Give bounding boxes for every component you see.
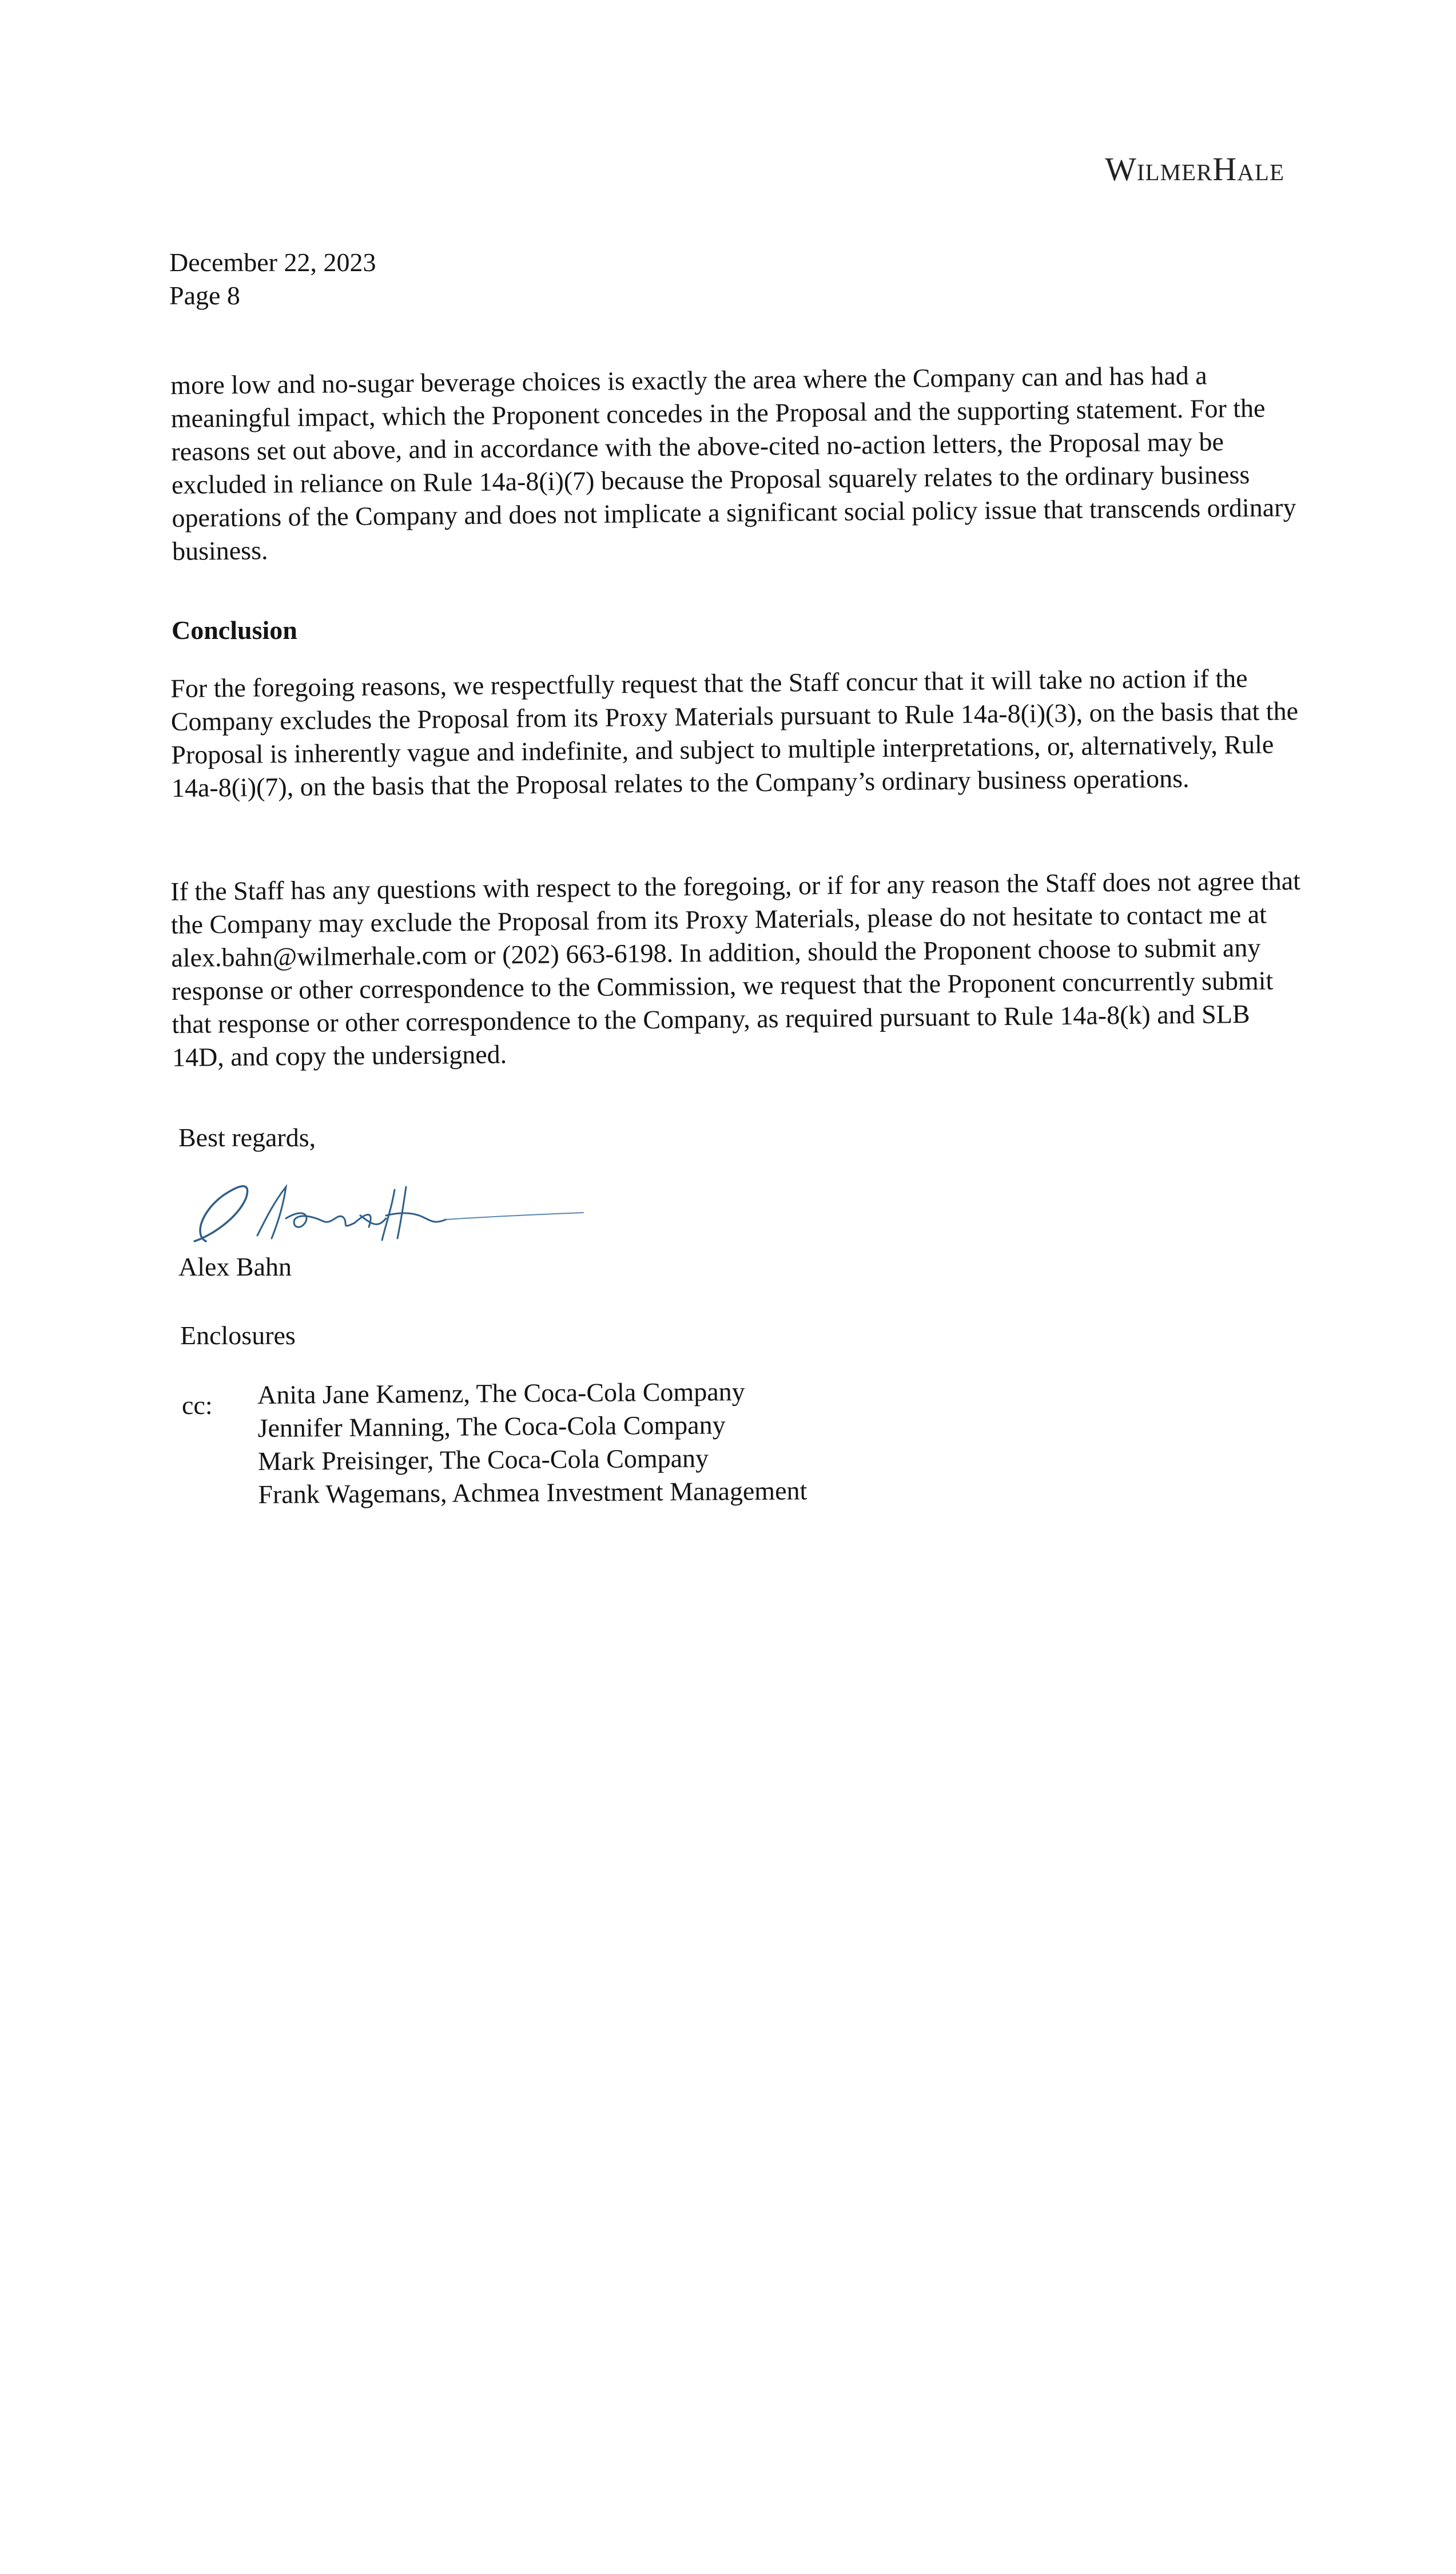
signer-name: Alex Bahn	[178, 1252, 292, 1281]
paragraph-contact: If the Staff has any questions with respect to the foregoing, or if for any reason the Staff does not agree that the Company may exclude the Proposal from its Proxy Materials, please do not hesitate to contact me at alex.bahn@wilmerhale.com or (202) 663-6198. In addition, should the Proponent choose to submit any response or other correspondence to the Commission, we request that the Proponent concurrently submit that response or other correspondence to the Company, as required pursuant to Rule 14a-8(k) and SLB 14D, and copy the undersigned.	[170, 866, 1301, 1072]
cc-recipient: Anita Jane Kamenz, The Coca-Cola Company	[257, 1377, 745, 1409]
letter-header	[169, 246, 376, 312]
enclosures-label: Enclosures	[180, 1321, 296, 1350]
paragraph-continuation: more low and no-sugar beverage choices is exactly the area where the Company can and has had a meaningful impact, which the Proponent concedes in the Proposal and the supporting statement. For the reasons set out above, and in accordance with the above-cited no-action letters, the Proposal may be excluded in reliance on Rule 14a-8(i)(7) because the Proposal squarely relates to the ordinary business operations of the Company and does not implicate a significant social policy issue that transcends ordinary business.	[170, 360, 1296, 566]
cc-recipient: Jennifer Manning, The Coca-Cola Company	[257, 1410, 726, 1443]
cc-recipient: Frank Wagemans, Achmea Investment Management	[258, 1476, 807, 1509]
cc-recipient-list	[257, 1375, 807, 1511]
cc-label: cc:	[182, 1391, 213, 1420]
closing-salutation: Best regards,	[178, 1123, 316, 1152]
page-number: Page 8	[169, 281, 240, 310]
handwritten-signature	[172, 1155, 618, 1258]
paragraph-request: For the foregoing reasons, we respectfully request that the Staff concur that it will take no action if the Company excludes the Proposal from its Proxy Materials pursuant to Rule 14a-8(i)(3), on the basis that the Proposal is inherently vague and indefinite, and subject to multiple interpretations, or, alternatively, Rule 14a-8(i)(7), on the basis that the Proposal relates to the Company’s ordinary business operations.	[170, 663, 1299, 803]
letter-date: December 22, 2023	[169, 248, 376, 277]
firm-logo: WilmerHale	[1105, 150, 1284, 188]
cc-recipient: Mark Preisinger, The Coca-Cola Company	[257, 1443, 709, 1476]
section-heading-conclusion: Conclusion	[172, 615, 297, 645]
